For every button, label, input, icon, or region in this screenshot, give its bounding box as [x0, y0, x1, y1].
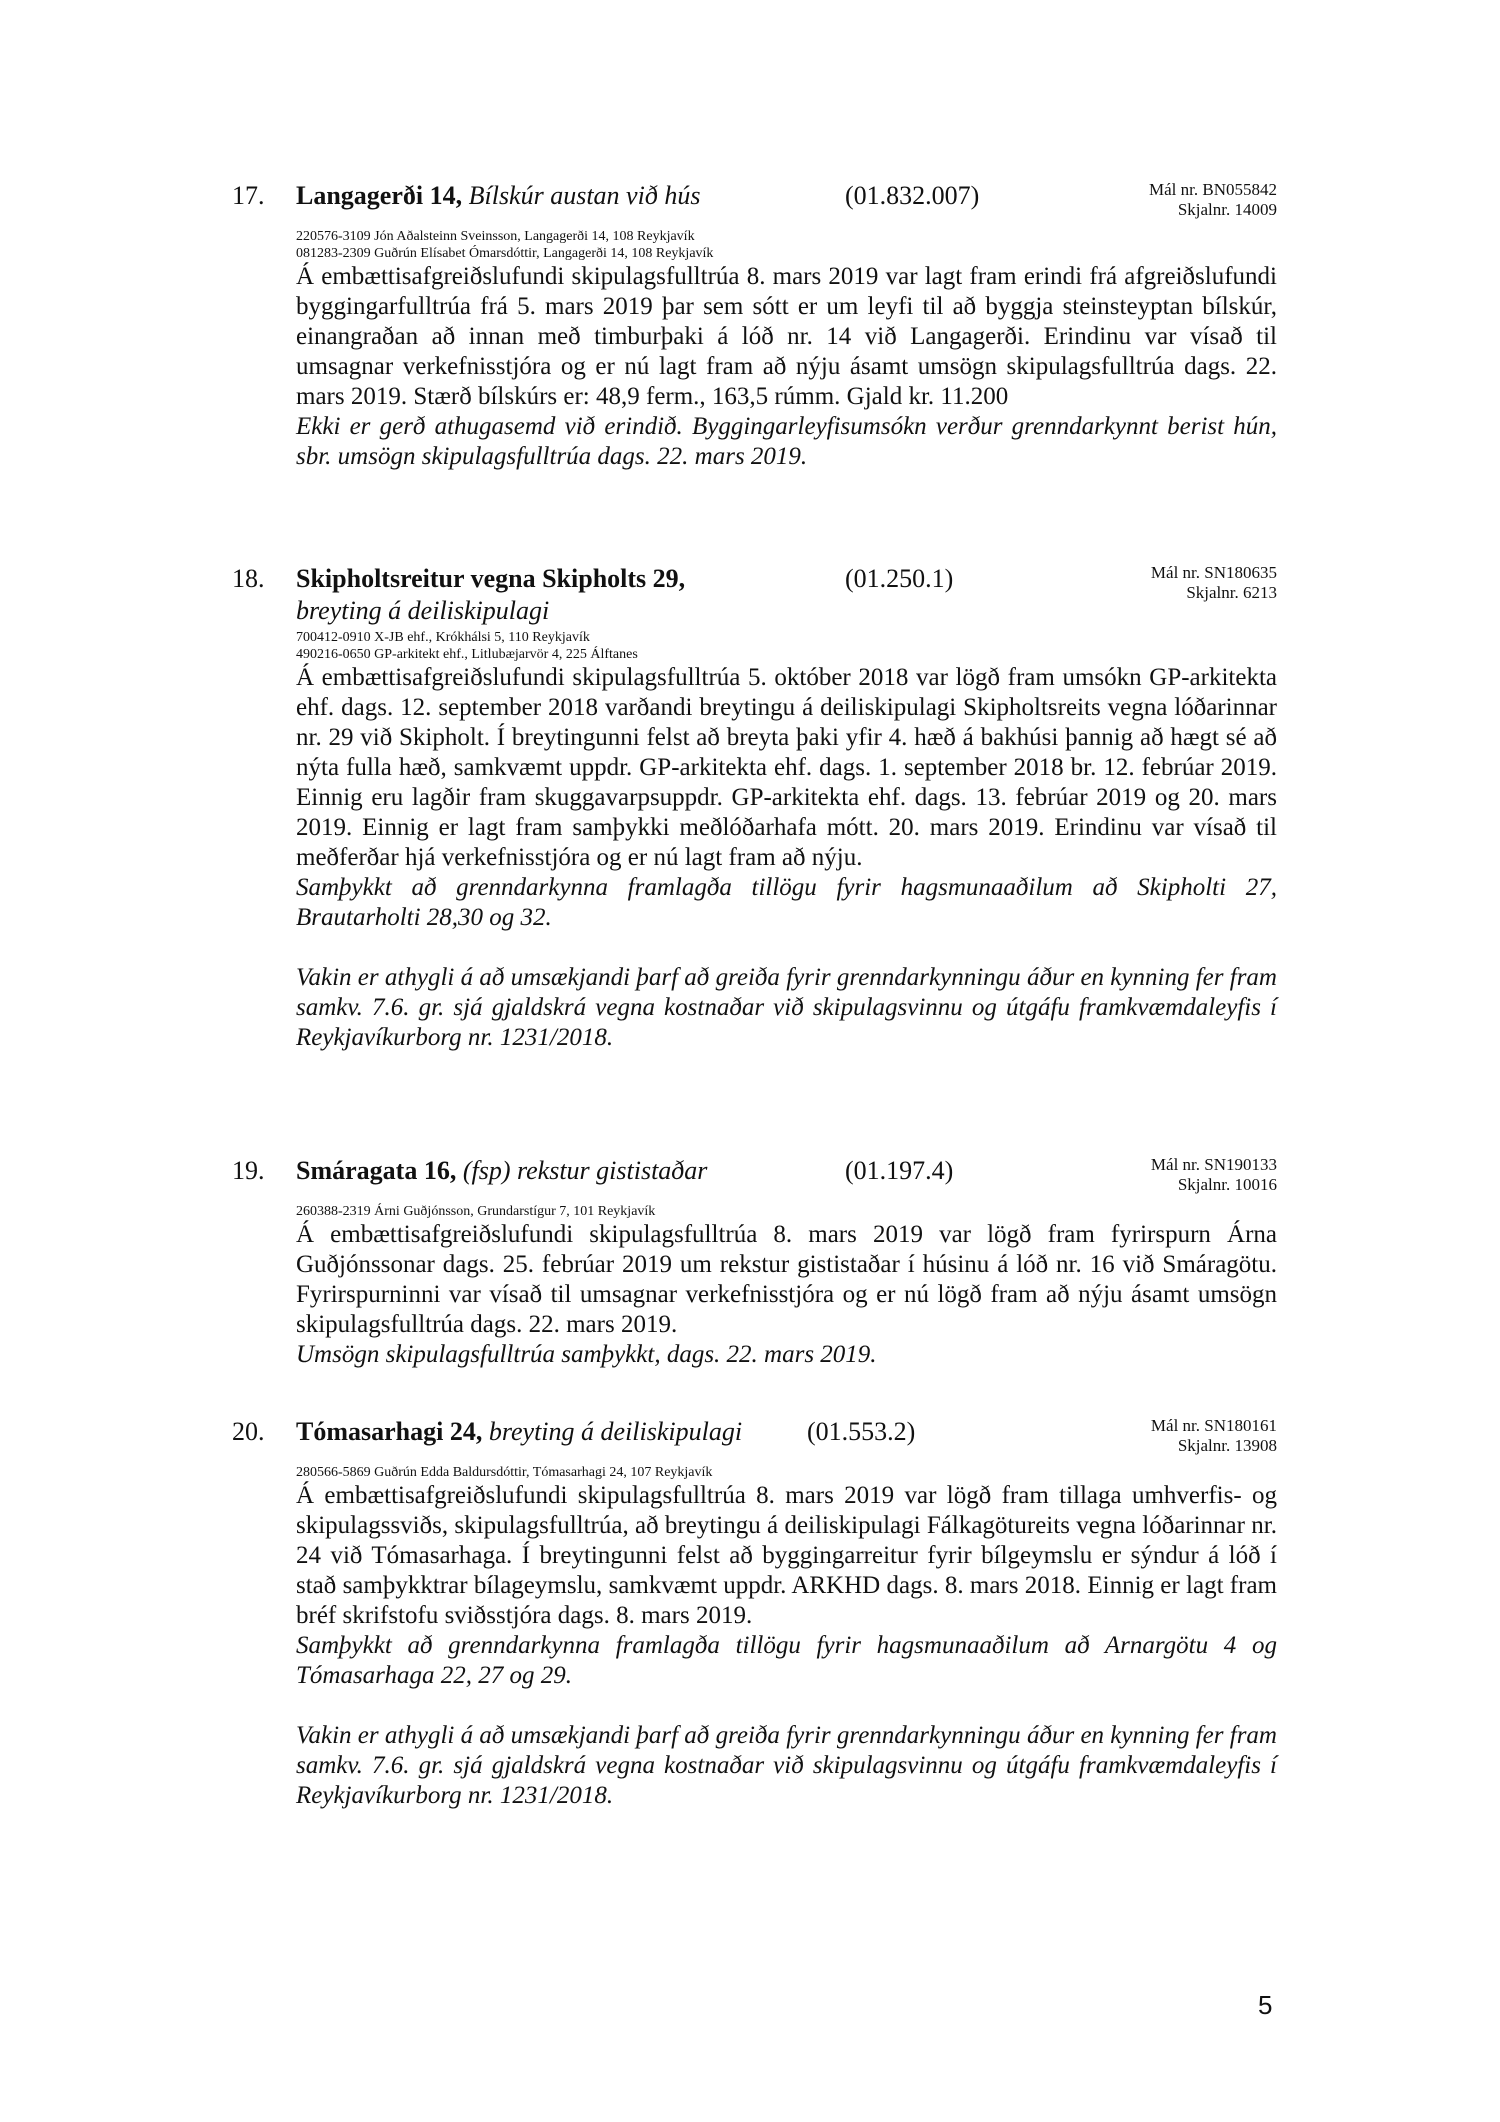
- item-title-italic: breyting á deiliskipulagi: [488, 1417, 743, 1446]
- item-title-italic: (fsp) rekstur gististaðar: [462, 1156, 708, 1185]
- party-line: 700412-0910 X-JB ehf., Krókhálsi 5, 110 Reykjavík: [296, 630, 590, 645]
- item-text: Á embættisafgreiðslufundi skipulagsfulltrúa 5. október 2018 var lögð fram umsókn GP-arkitekta ehf. dags. 12. september 2018 varðandi breytingu á deiliskipulagi Skipholtsreits vegna lóðarinnar nr. 29 við Skipholt. Í breytingunni felst að breyta þaki yfir 4. hæð á bakhúsi þannig að hægt sé að nýta fulla hæð, samkvæmt uppdr. GP-arkitekta ehf. dags. 1. september 2018 br. 12. febrúar 2019. Einnig eru lagðir fram skuggavarpsuppdr. GP-arkitekta ehf. dags. 13. febrúar 2019 og 20. mars 2019. Einnig er lagt fram samþykki meðlóðarhafa mótt. 20. mars 2019. Erindinu var vísað til meðferðar hjá verkefnisstjóra og er nú lagt fram að nýju.: [296, 664, 1277, 871]
- item-title: [296, 563, 856, 627]
- item-title-bold: Skipholtsreitur vegna Skipholts 29,: [296, 564, 686, 593]
- item-code: (01.553.2): [807, 1417, 916, 1446]
- item-title-italic: Bílskúr austan við hús: [468, 181, 701, 210]
- item-decision: Samþykkt að grenndarkynna framlagða tillögu fyrir hagsmunaaðilum að Arnargötu 4 og Tómasarhaga 22, 27 og 29.: [296, 1632, 1277, 1689]
- item-body: [296, 1464, 1277, 1811]
- item-title-italic: breyting á deiliskipulagi: [296, 596, 550, 625]
- page-number: 5: [1258, 1990, 1273, 2020]
- item-decision: Ekki er gerð athugasemd við erindið. Byggingarleyfisumsókn verður grenndarkynnt berist hún, sbr. umsögn skipulagsfulltrúa dags. 22. mars 2019.: [296, 413, 1277, 470]
- item-title: [296, 180, 856, 212]
- item-refs: [1151, 563, 1277, 603]
- item-code: (01.197.4): [845, 1156, 954, 1185]
- item-code: (01.250.1): [845, 564, 954, 593]
- item-body: [296, 1203, 1277, 1370]
- item-refs: [1151, 1155, 1277, 1195]
- item-note: Vakin er athygli á að umsækjandi þarf að greiða fyrir grenndarkynningu áður en kynning fer fram samkv. 7.6. gr. sjá gjaldskrá vegna kostnaðar við skipulagsvinnu og útgáfu framkvæmdaleyfis í Reykjavíkurborg nr. 1231/2018.: [296, 964, 1277, 1051]
- party-line: 220576-3109 Jón Aðalsteinn Sveinsson, Langagerði 14, 108 Reykjavík: [296, 229, 695, 244]
- item-title: [296, 1155, 856, 1187]
- skjal-nr: Skjalnr. 6213: [1186, 583, 1277, 602]
- item-body: [296, 228, 1277, 472]
- item-number: 19.: [232, 1156, 265, 1185]
- item-title-bold: Tómasarhagi 24,: [296, 1417, 483, 1446]
- item-number: 20.: [232, 1417, 265, 1446]
- skjal-nr: Skjalnr. 14009: [1177, 200, 1277, 219]
- item-title-bold: Langagerði 14,: [296, 181, 463, 210]
- mal-nr: Mál nr. BN055842: [1149, 180, 1277, 199]
- item-decision: Samþykkt að grenndarkynna framlagða tillögu fyrir hagsmunaaðilum að Skipholti 27, Brautarholti 28,30 og 32.: [296, 874, 1277, 931]
- item-refs: [1151, 1416, 1277, 1456]
- item-text: Á embættisafgreiðslufundi skipulagsfulltrúa 8. mars 2019 var lögð fram tillaga umhverfis- og skipulagssviðs, skipulagsfulltrúa, að breytingu á deiliskipulagi Fálkagötureits vegna lóðarinnar nr. 24 við Tómasarhaga. Í breytingunni felst að byggingarreitur fyrir bílgeymslu er sýndur á lóð í stað samþykktrar bílageymslu, samkvæmt uppdr. ARKHD dags. 8. mars 2018. Einnig er lagt fram bréf skrifstofu sviðsstjóra dags. 8. mars 2019.: [296, 1482, 1277, 1629]
- item-title-bold: Smáragata 16,: [296, 1156, 457, 1185]
- party-line: 490216-0650 GP-arkitekt ehf., Litlubæjarvör 4, 225 Álftanes: [296, 647, 638, 662]
- mal-nr: Mál nr. SN180161: [1150, 1416, 1277, 1435]
- skjal-nr: Skjalnr. 13908: [1177, 1436, 1277, 1455]
- item-code: (01.832.007): [845, 181, 980, 210]
- party-line: 260388-2319 Árni Guðjónsson, Grundarstígur 7, 101 Reykjavík: [296, 1204, 656, 1219]
- item-note: Vakin er athygli á að umsækjandi þarf að greiða fyrir grenndarkynningu áður en kynning fer fram samkv. 7.6. gr. sjá gjaldskrá vegna kostnaðar við skipulagsvinnu og útgáfu framkvæmdaleyfis í Reykjavíkurborg nr. 1231/2018.: [296, 1722, 1277, 1809]
- item-number: 17.: [232, 181, 265, 210]
- item-text: Á embættisafgreiðslufundi skipulagsfulltrúa 8. mars 2019 var lagt fram erindi frá afgreiðslufundi byggingarfulltrúa frá 5. mars 2019 þar sem sótt er um leyfi til að byggja steinsteyptan bílskúr, einangraðan að innan með timburþaki á lóð nr. 14 við Langagerði. Erindinu var vísað til umsagnar verkefnisstjóra og er nú lagt fram að nýju ásamt umsögn skipulagsfulltrúa dags. 22. mars 2019. Stærð bílskúrs er: 48,9 ferm., 163,5 rúmm. Gjald kr. 11.200: [296, 263, 1277, 410]
- item-decision: Umsögn skipulagsfulltrúa samþykkt, dags. 22. mars 2019.: [296, 1341, 877, 1368]
- mal-nr: Mál nr. SN190133: [1150, 1155, 1277, 1174]
- mal-nr: Mál nr. SN180635: [1150, 563, 1277, 582]
- skjal-nr: Skjalnr. 10016: [1177, 1175, 1277, 1194]
- item-number: 18.: [232, 564, 265, 593]
- item-refs: [1149, 180, 1277, 220]
- item-title: [296, 1416, 856, 1448]
- party-line: 081283-2309 Guðrún Elísabet Ómarsdóttir, Langagerði 14, 108 Reykjavík: [296, 246, 714, 261]
- party-line: 280566-5869 Guðrún Edda Baldursdóttir, Tómasarhagi 24, 107 Reykjavík: [296, 1465, 713, 1480]
- item-text: Á embættisafgreiðslufundi skipulagsfulltrúa 8. mars 2019 var lögð fram fyrirspurn Árna Guðjónssonar dags. 25. febrúar 2019 um rekstur gististaðar í húsinu á lóð nr. 16 við Smáragötu. Fyrirspurninni var vísað til umsagnar verkefnisstjóra og er nú lögð fram að nýju ásamt umsögn skipulagsfulltrúa dags. 22. mars 2019.: [296, 1221, 1277, 1338]
- item-body: [296, 629, 1277, 1053]
